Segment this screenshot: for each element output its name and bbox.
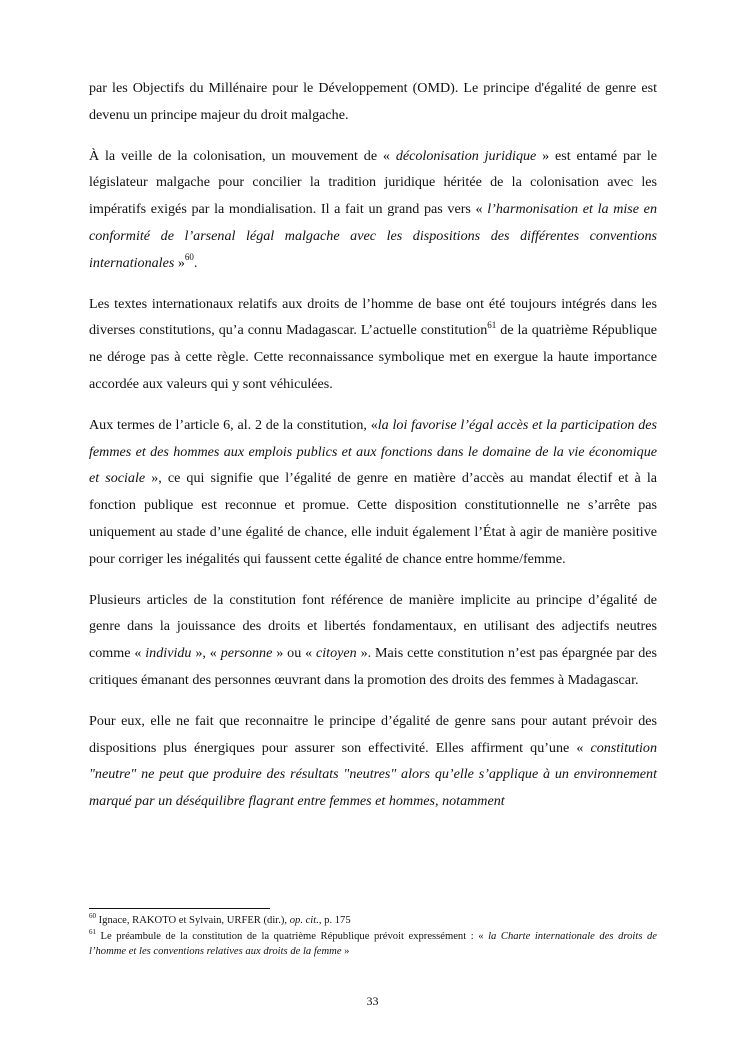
footnote-separator <box>89 908 270 909</box>
italic-text: décolonisation juridique <box>395 147 537 164</box>
text-run: de la quatrième République ne déroge pas à cette règle. Cette reconnaissance symbolique met en exergue la haute importance accordée aux valeurs qui y sont véhiculées. <box>89 322 657 392</box>
italic-text: constitution "neutre" ne peut que produire des résultats "neutres" alors qu’elle s’applique à un environnement marqué par un déséquilibre flagrant entre femmes et hommes, notamment <box>89 739 657 810</box>
footnote <box>89 913 657 929</box>
italic-text: la Charte internationale des droits de l’homme et les conventions relatives aux droits de la femme <box>89 930 658 957</box>
paragraph <box>89 708 657 815</box>
text-run: » est entamé par le législateur malgache pour concilier la tradition juridique héritée de la colonisation avec les impératifs exigés par la mondialisation. Il a fait un grand pas vers « <box>89 147 658 218</box>
paragraph <box>89 587 657 694</box>
paragraph <box>89 291 657 398</box>
document-body <box>89 75 657 829</box>
text-run: Les textes internationaux relatifs aux droits de l’homme de base ont été toujours intégrés dans les diverses constitutions, qu’a connu Madagascar. L’actuelle constitution <box>89 295 657 339</box>
paragraph <box>89 143 657 277</box>
italic-text: op. cit. <box>289 915 319 926</box>
footnote <box>89 929 657 960</box>
text-run: Ignace, RAKOTO et Sylvain, URFER (dir.), <box>96 915 290 926</box>
text-run: ». Mais cette constitution n’est pas épargnée par des critiques émanant des personnes œuvrant dans la promotion des droits des femmes à Madagascar. <box>89 645 657 688</box>
text-run: , p. 175 <box>318 915 351 926</box>
footnote-ref: 61 <box>487 319 497 330</box>
text-run: » <box>341 946 350 957</box>
text-run: » ou « <box>272 645 317 662</box>
italic-text: l’harmonisation et la mise en conformité de l’arsenal légal malgache avec les dispositions des différentes conventions internationales <box>89 201 657 271</box>
footnote-ref: 60 <box>89 912 96 921</box>
italic-text: individu <box>145 645 192 662</box>
text-run: À la veille de la colonisation, un mouvement de « <box>89 147 396 164</box>
italic-text: citoyen <box>316 645 357 662</box>
text-run: », ce qui signifie que l’égalité de genre en matière d’accès au mandat électif et à la fonction publique est reconnue et promue. Cette disposition constitutionnelle ne s’arrête pas uniquement au stade d’une égalité de chance, elle induit également l’État à agir de manière positive pour corriger les inégalités qui faussent cette égalité de chance entre homme/femme. <box>89 470 657 567</box>
italic-text: personne <box>220 645 273 662</box>
italic-text: la loi favorise l’égal accès et la participation des femmes et des hommes aux emplois publics et aux fonctions dans le domaine de la vie économique et sociale <box>89 416 657 487</box>
footnote-ref: 61 <box>89 927 96 936</box>
text-run: par les Objectifs du Millénaire pour le Développement (OMD). Le principe d'égalité de genre est devenu un principe majeur du droit malgache. <box>89 80 657 123</box>
page-number: 33 <box>366 994 379 1008</box>
text-run: Pour eux, elle ne fait que reconnaitre le principe d’égalité de genre sans pour autant prévoir des dispositions plus énergiques pour assurer son effectivité. Elles affirment qu’une « <box>89 712 657 756</box>
text-run: », « <box>191 645 221 662</box>
text-run: . <box>193 254 198 271</box>
footnote-ref: 60 <box>184 252 194 263</box>
paragraph <box>89 75 657 129</box>
paragraph <box>89 412 657 573</box>
footnotes <box>89 908 657 960</box>
text-run: Plusieurs articles de la constitution font référence de manière implicite au principe d’égalité de genre dans la jouissance des droits et libertés fondamentaux, en utilisant des adjectifs neutres comme « <box>89 591 657 662</box>
text-run: Aux termes de l’article 6, al. 2 de la constitution, « <box>89 416 378 433</box>
text-run: » <box>174 254 185 271</box>
text-run: Le préambule de la constitution de la quatrième République prévoit expressément : « <box>96 930 489 942</box>
